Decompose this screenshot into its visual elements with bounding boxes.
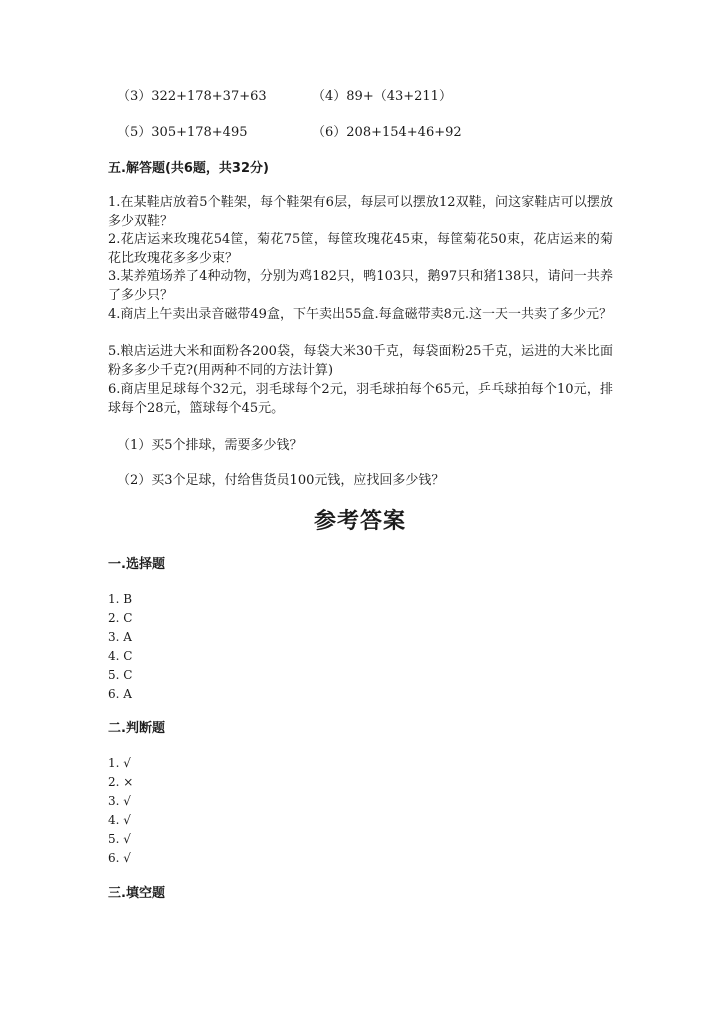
calc-item-4: （4）89+（43+211） xyxy=(312,89,452,104)
list-item: 6. A xyxy=(108,687,132,701)
list-item: 2. × xyxy=(108,775,134,789)
calc-item-5: （5）305+178+495 xyxy=(117,125,248,140)
calc-item-3: （3）322+178+37+63 xyxy=(117,89,267,104)
problem-6: 6.商店里足球每个32元，羽毛球每个2元，羽毛球拍每个65元，乒乓球拍每个10元，排球每个28元，篮球每个45元。 xyxy=(108,382,613,416)
answer-section-1-list xyxy=(108,590,132,704)
list-item: 3. A xyxy=(108,630,132,644)
answer-section-2-heading: 二.判断题 xyxy=(108,721,165,736)
answer-section-1-heading: 一.选择题 xyxy=(108,557,165,572)
list-item: 4. C xyxy=(108,649,133,663)
answer-section-2-list xyxy=(108,754,133,868)
problem-6-sub-1: （1）买5个排球，需要多少钱？ xyxy=(117,438,303,453)
answer-key-title: 参考答案 xyxy=(313,508,406,534)
list-item: 5. √ xyxy=(108,832,131,846)
section-5-heading: 五.解答题(共6题，共32分) xyxy=(108,161,269,176)
list-item: 5. C xyxy=(108,668,133,682)
list-item: 4. √ xyxy=(108,813,131,827)
list-item: 3. √ xyxy=(108,794,131,808)
list-item: 1. √ xyxy=(108,756,131,770)
problem-2: 2.花店运来玫瑰花54筐，菊花75筐，每筐玫瑰花45束，每筐菊花50束，花店运来的菊花比玫瑰花多多少束？ xyxy=(108,232,613,266)
calc-item-6: （6）208+154+46+92 xyxy=(312,125,462,140)
problem-1: 1.在某鞋店放着5个鞋架，每个鞋架有6层，每层可以摆放12双鞋，问这家鞋店可以摆放多少双鞋？ xyxy=(108,195,613,229)
problem-6-sub-2: （2）买3个足球，付给售货员100元钱，应找回多少钱？ xyxy=(117,473,445,488)
problem-3: 3.某养殖场养了4种动物，分别为鸡182只，鸭103只，鹅97只和猪138只，请问一共养了多少只？ xyxy=(108,269,613,303)
list-item: 2. C xyxy=(108,611,133,625)
problem-4: 4.商店上午卖出录音磁带49盒，下午卖出55盒.每盒磁带卖8元.这一天一共卖了多少元？ xyxy=(108,307,613,322)
problem-5: 5.粮店运进大米和面粉各200袋，每袋大米30千克，每袋面粉25千克，运进的大米比面粉多多少千克?(用两种不同的方法计算) xyxy=(108,344,613,378)
list-item: 6. √ xyxy=(108,851,131,865)
list-item: 1. B xyxy=(108,592,133,606)
answer-section-3-heading: 三.填空题 xyxy=(108,886,165,901)
